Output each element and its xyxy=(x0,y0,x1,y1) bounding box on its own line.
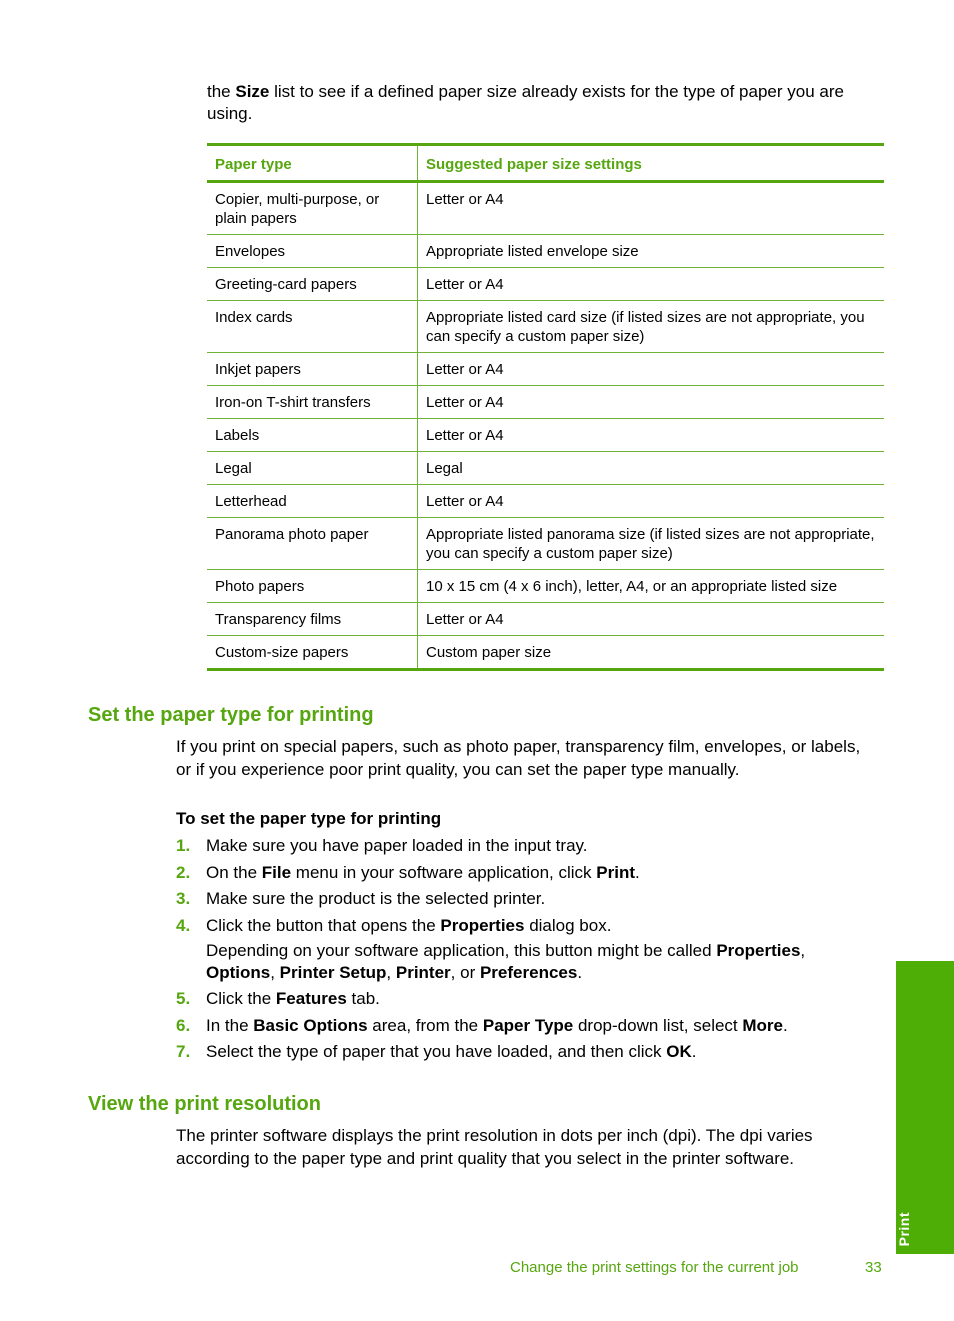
step-number: 5. xyxy=(176,989,191,1008)
paper-type-cell: Photo papers xyxy=(207,570,418,603)
table-row xyxy=(207,570,884,603)
step-term: Features xyxy=(275,989,347,1008)
paper-size-cell: Letter or A4 xyxy=(418,268,885,301)
paper-size-cell: Letter or A4 xyxy=(418,182,885,235)
procedure-title: To set the paper type for printing xyxy=(176,809,442,828)
step-text: . xyxy=(691,1042,697,1061)
step-text: drop-down list, select xyxy=(573,1015,743,1035)
paper-size-table xyxy=(207,143,884,671)
footer-page-number: 33 xyxy=(865,1259,882,1276)
step-text: Click the button that opens the xyxy=(206,915,441,935)
section-paragraph-paper-type: If you print on special papers, such as photo paper, transparency film, envelopes, or labels, or if you experience poor print quality, you can set the paper type manually. xyxy=(176,737,861,779)
step-number: 3. xyxy=(176,889,191,908)
table-row xyxy=(207,235,884,268)
note-term: Properties xyxy=(716,940,801,960)
paper-type-cell: Inkjet papers xyxy=(207,353,418,386)
paper-size-cell: Appropriate listed panorama size (if listed sizes are not appropriate, you can specify a custom paper size) xyxy=(418,518,885,570)
note-term: Printer Setup xyxy=(279,962,387,982)
column-header-paper-type: Paper type xyxy=(207,145,418,182)
note-term: Preferences xyxy=(479,962,578,982)
paper-size-cell: Custom paper size xyxy=(418,636,885,670)
list-item xyxy=(176,915,876,984)
paper-type-cell: Legal xyxy=(207,452,418,485)
note-term: Options xyxy=(206,962,271,982)
table-row xyxy=(207,182,884,235)
paper-size-cell: Appropriate listed card size (if listed sizes are not appropriate, you can specify a custom paper size) xyxy=(418,301,885,353)
paper-size-cell: Letter or A4 xyxy=(418,485,885,518)
note-text: , xyxy=(800,940,806,960)
table-row xyxy=(207,419,884,452)
intro-size-term: Size xyxy=(235,82,270,101)
procedure-steps-list xyxy=(176,835,876,1068)
paper-type-cell: Greeting-card papers xyxy=(207,268,418,301)
paper-size-cell: 10 x 15 cm (4 x 6 inch), letter, A4, or an appropriate listed size xyxy=(418,570,885,603)
table-header-row xyxy=(207,145,884,182)
step-number: 7. xyxy=(176,1042,191,1061)
paper-type-cell: Iron-on T-shirt transfers xyxy=(207,386,418,419)
step-term: Paper Type xyxy=(482,1015,574,1035)
step-note xyxy=(206,940,876,984)
paper-type-cell: Labels xyxy=(207,419,418,452)
step-text: In the xyxy=(206,1015,254,1035)
table-row xyxy=(207,518,884,570)
table-row xyxy=(207,603,884,636)
paper-size-cell: Letter or A4 xyxy=(418,419,885,452)
paper-size-cell: Appropriate listed envelope size xyxy=(418,235,885,268)
step-term: Basic Options xyxy=(253,1015,368,1035)
table-row xyxy=(207,268,884,301)
paper-size-cell: Letter or A4 xyxy=(418,353,885,386)
table-row xyxy=(207,386,884,419)
step-term: File xyxy=(261,862,292,882)
section-heading-paper-type: Set the paper type for printing xyxy=(88,704,374,726)
intro-paragraph xyxy=(207,81,887,125)
paper-type-cell: Index cards xyxy=(207,301,418,353)
note-text: , or xyxy=(450,962,480,982)
chapter-tab-label: Print xyxy=(896,1211,912,1246)
note-text: , xyxy=(270,962,280,982)
paper-type-cell: Custom-size papers xyxy=(207,636,418,670)
footer-section-title: Change the print settings for the current job xyxy=(510,1259,799,1276)
step-text: area, from the xyxy=(367,1015,483,1035)
intro-text: the xyxy=(207,82,236,101)
note-text: Depending on your software application, this button might be called xyxy=(206,940,717,960)
table-row xyxy=(207,353,884,386)
table-row xyxy=(207,485,884,518)
paper-type-cell: Panorama photo paper xyxy=(207,518,418,570)
note-text: , xyxy=(386,962,396,982)
step-text: Click the xyxy=(206,989,276,1008)
list-item xyxy=(176,862,876,884)
list-item xyxy=(176,1015,876,1037)
step-number: 2. xyxy=(176,862,191,882)
step-text: dialog box. xyxy=(524,915,612,935)
step-text: tab. xyxy=(346,989,380,1008)
paper-type-cell: Envelopes xyxy=(207,235,418,268)
paper-type-cell: Transparency films xyxy=(207,603,418,636)
paper-size-cell: Letter or A4 xyxy=(418,386,885,419)
step-text: . xyxy=(783,1015,788,1035)
chapter-side-tab xyxy=(896,961,954,1254)
table-row xyxy=(207,301,884,353)
step-text: On the xyxy=(206,862,262,882)
step-text: Select the type of paper that you have loaded, and then click xyxy=(206,1042,667,1061)
step-term: Print xyxy=(596,862,635,882)
step-text: Make sure the product is the selected printer. xyxy=(206,889,546,908)
table-row xyxy=(207,452,884,485)
step-number: 4. xyxy=(176,915,191,935)
step-text: Make sure you have paper loaded in the input tray. xyxy=(206,836,588,855)
note-text: . xyxy=(577,962,583,982)
step-term: More xyxy=(742,1015,784,1035)
list-item xyxy=(176,988,876,1010)
step-term: Properties xyxy=(440,915,525,935)
section-paragraph-print-resolution: The printer software displays the print resolution in dots per inch (dpi). The dpi varies according to the paper type and print quality that you select in the printer software. xyxy=(176,1126,813,1168)
list-item xyxy=(176,888,876,910)
paper-size-cell: Letter or A4 xyxy=(418,603,885,636)
step-term: OK xyxy=(666,1042,692,1061)
list-item xyxy=(176,1041,876,1063)
note-term: Printer xyxy=(395,962,451,982)
table-row xyxy=(207,636,884,670)
list-item xyxy=(176,835,876,857)
intro-text-rest: list to see if a defined paper size already exists for the type of paper you are using. xyxy=(207,82,844,123)
paper-size-cell: Legal xyxy=(418,452,885,485)
column-header-suggested-size: Suggested paper size settings xyxy=(418,145,885,182)
paper-type-cell: Copier, multi-purpose, or plain papers xyxy=(207,182,418,235)
paper-type-cell: Letterhead xyxy=(207,485,418,518)
step-number: 1. xyxy=(176,836,191,855)
step-number: 6. xyxy=(176,1015,191,1035)
section-heading-print-resolution: View the print resolution xyxy=(88,1093,321,1115)
step-text: menu in your software application, click xyxy=(291,862,597,882)
step-text: . xyxy=(635,862,640,882)
